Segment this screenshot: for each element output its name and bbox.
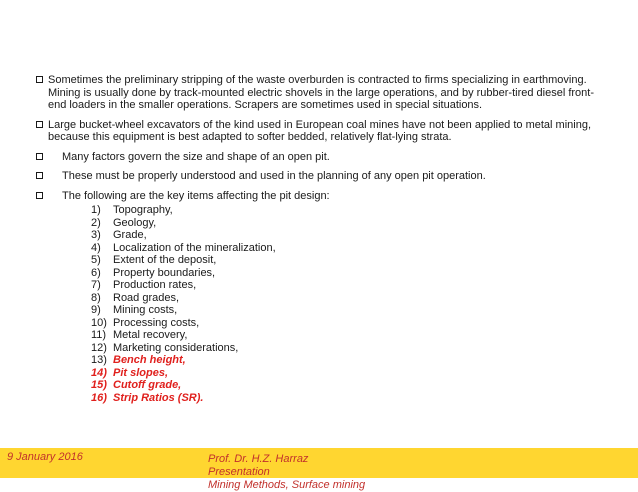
list-item: 6) Property boundaries, bbox=[91, 266, 216, 279]
slide-content bbox=[36, 74, 596, 404]
checkbox-bullet-icon bbox=[36, 76, 43, 83]
list-item: 8) Road grades, bbox=[91, 291, 180, 304]
paragraph-text: The following are the key items affecting the pit design: bbox=[62, 189, 330, 202]
list-item: 10) Processing costs, bbox=[91, 316, 200, 329]
paragraph-text: These must be properly understood and used in the planning of any open pit operation. bbox=[62, 170, 486, 182]
list-item: 1) Topography, bbox=[91, 204, 173, 216]
paragraph-text: Large bucket-wheel excavators of the kind used in European coal mines have not been applied to metal mining, because this equipment is best adapted to softer bedded, relatively flat-lying strata. bbox=[48, 118, 592, 143]
paragraph-text: Sometimes the preliminary stripping of the waste overburden is contracted to firms specializing in earthmoving. Mining is usually done by track-mounted electric shovels in the large operations, and by rubber-tired diesel front-end loaders in the smaller operations. Scrapers are sometimes used in special situations. bbox=[48, 74, 595, 111]
checkbox-bullet-icon bbox=[36, 172, 43, 179]
list-item-highlight: 14) Pit slopes, bbox=[91, 366, 169, 379]
footer-course-line: Mining Methods, Surface mining bbox=[208, 479, 366, 491]
list-item: 5) Extent of the deposit, bbox=[91, 254, 217, 266]
list-item-highlight: 16) Strip Ratios (SR). bbox=[91, 391, 204, 404]
footer-bar bbox=[0, 448, 638, 491]
footer-date: 9 January 2016 bbox=[7, 451, 83, 463]
list-item: 2) Geology, bbox=[91, 216, 157, 229]
list-item: 9) Mining costs, bbox=[91, 304, 178, 316]
footer-author-line: Prof. Dr. H.Z. Harraz Presentation bbox=[208, 453, 309, 478]
list-item: 11) Metal recovery, bbox=[91, 329, 188, 341]
paragraph-excavators bbox=[36, 119, 596, 144]
checkbox-bullet-icon bbox=[36, 192, 43, 199]
paragraph-key-items bbox=[36, 190, 596, 203]
checkbox-bullet-icon bbox=[36, 153, 43, 160]
footer-author bbox=[208, 453, 368, 492]
paragraph-factors bbox=[36, 151, 596, 164]
checkbox-bullet-icon bbox=[36, 121, 43, 128]
paragraph-planning bbox=[36, 170, 596, 183]
list-item: 12) Marketing considerations, bbox=[91, 341, 239, 354]
list-item: 4) Localization of the mineralization, bbox=[91, 241, 276, 254]
paragraph-text: Many factors govern the size and shape of an open pit. bbox=[62, 150, 330, 163]
list-item-highlight: 13) Bench height, bbox=[91, 354, 186, 366]
pit-design-items-list bbox=[36, 204, 596, 404]
list-item: 7) Production rates, bbox=[91, 279, 197, 291]
paragraph-stripping bbox=[36, 74, 596, 112]
list-item: 3) Grade, bbox=[91, 229, 147, 241]
list-item-highlight: 15) Cutoff grade, bbox=[91, 379, 182, 391]
